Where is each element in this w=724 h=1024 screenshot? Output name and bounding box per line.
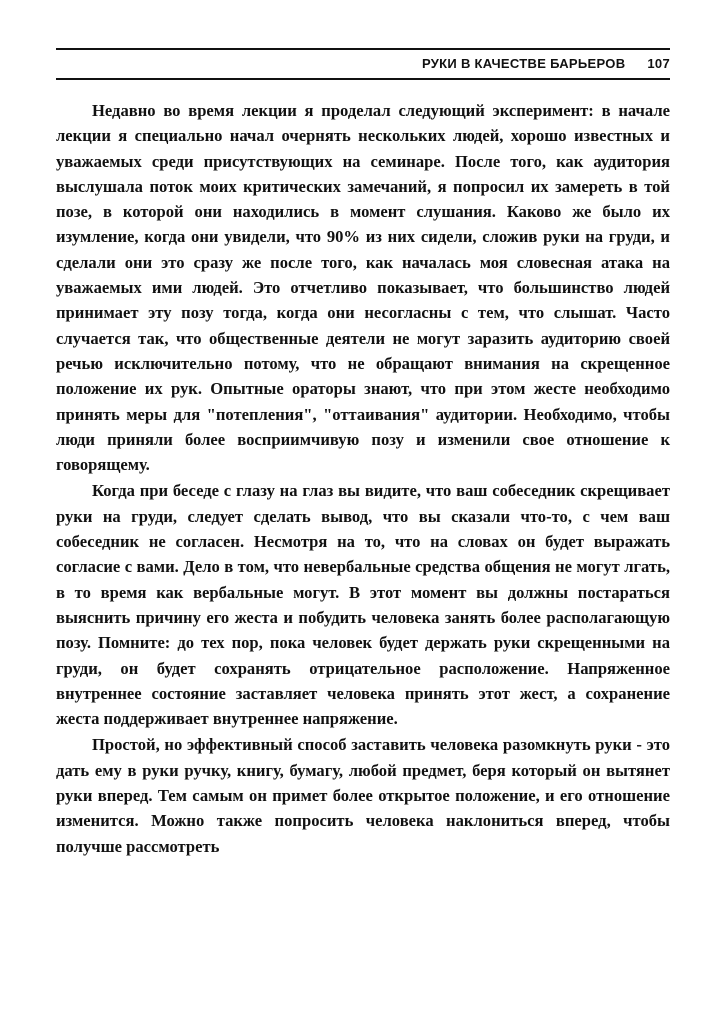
running-title: РУКИ В КАЧЕСТВЕ БАРЬЕРОВ — [421, 56, 626, 71]
paragraph: Когда при беседе с глазу на глаз вы видите, что ваш собеседник скрещивает руки на груди, следует сделать вывод, что вы сказали что-то, с чем ваш собеседник не согласен. Несмотря на то, что на словах он будет выражать согласие с вами. Дело в том, что невербальные средства общения не могут лгать, в то время как вербальные могут. В этот момент вы должны постараться выяснить причину его жеста и побудить человека занять более располагающую позу. Помните: до тех пор, пока человек будет держать руки скрещенными на груди, он будет сохранять отрицательное расположение. Напряженное внутреннее состояние заставляет человека принять этот жест, а сохранение жеста поддерживает внутреннее напряжение. — [56, 481, 670, 729]
body-text — [56, 98, 670, 859]
header-rule-bottom — [56, 78, 670, 80]
paragraph: Недавно во время лекции я проделал следующий эксперимент: в начале лекции я специально начал очернять нескольких людей, хорошо известных и уважаемых среди присутствующих на семинаре. После того, как аудитория выслушала поток моих критических замечаний, я попросил их замереть в той позе, в которой они находились в момент слушания. Каково же было их изумление, когда они увидели, что 90% из них сидели, сложив руки на груди, и сделали они это сразу же после того, как началась моя словесная атака на уважаемых ими людей. Это отчетливо показывает, что большинство людей принимает эту позу тогда, когда они несогласны с тем, что слышат. Часто случается так, что общественные деятели не могут заразить аудиторию своей речью исключительно потому, что не обращают внимания на скрещенное положение их рук. Опытные ораторы знают, что при этом жесте необходимо принять меры для "потепления", "оттаивания" аудитории. Необходимо, чтобы люди приняли более восприимчивую позу и изменили свое отношение к говорящему. — [56, 101, 670, 475]
page-number: 107 — [647, 56, 670, 71]
paragraph: Простой, но эффективный способ заставить человека разомкнуть руки - это дать ему в руки ручку, книгу, бумагу, любой предмет, беря который он вытянет руки вперед. Тем самым он примет более открытое положение, и его отношение изменится. Можно также попросить человека наклониться вперед, чтобы получше рассмотреть — [56, 735, 670, 856]
running-header — [56, 56, 670, 76]
header-rule-top — [56, 48, 670, 50]
